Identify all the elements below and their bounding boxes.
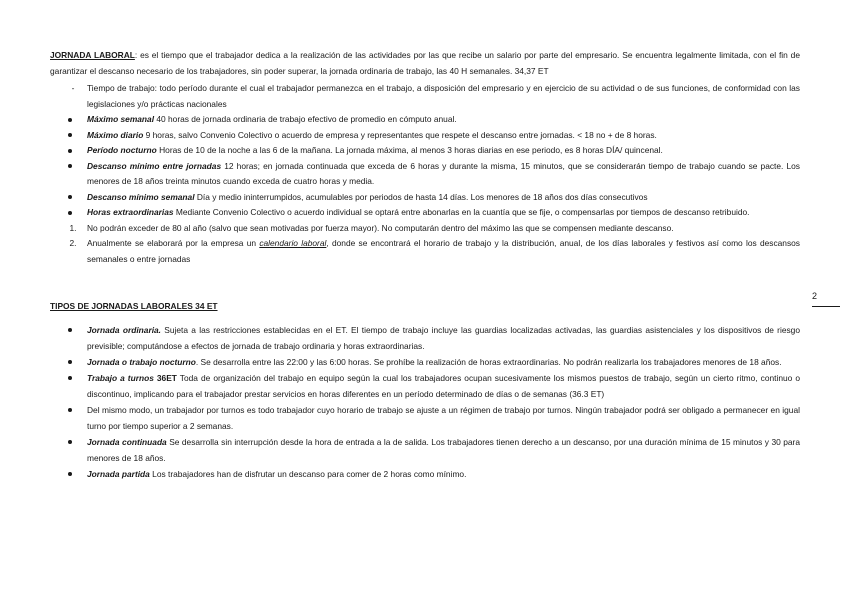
- list-item: Período nocturno Horas de 10 de la noche a las 6 de la mañana. La jornada máxima, al menos 3 horas diarias en ese periodo, es 8 horas DÍA/ quincenal.: [50, 143, 800, 159]
- bullet-icon: [68, 440, 72, 444]
- calendario-laboral-link[interactable]: calendario laboral: [259, 238, 327, 248]
- jornada-laboral-list: [50, 81, 800, 267]
- jornada-laboral-intro: [50, 47, 800, 79]
- jornada-laboral-definition: : es el tiempo que el trabajador dedica a la realización de las actividades por las que recibe un salario por parte del empresario. Se encuentra legalmente limitada, con el fin de garantizar el descanso necesario de los trabajadores, sin poder superar, la jornada ordinaria de trabajo, las 40 H semanales. 34,37 ET: [50, 50, 800, 76]
- list-term: Descanso mínimo semanal: [87, 191, 195, 202]
- bullet-icon: [68, 472, 72, 476]
- list-item: Máximo semanal 40 horas de jornada ordinaria de trabajo efectivo de promedio en cómputo anual.: [50, 112, 800, 128]
- list-item: Jornada ordinaria. Sujeta a las restricciones establecidas en el ET. El tiempo de trabajo incluye las guardias localizadas activadas, las guardias asistenciales y los dispositivos de riesgo previsible; computándose a efectos de jornada de trabajo ordinaria y horas extraordinarias.: [50, 322, 800, 354]
- list-term: Jornada ordinaria.: [87, 325, 162, 335]
- bullet-icon: [68, 164, 72, 168]
- tipos-jornadas-list: [50, 322, 800, 482]
- list-term: Período nocturno: [87, 145, 157, 155]
- bullet-icon: [68, 360, 72, 364]
- bullet-icon: [68, 133, 72, 137]
- list-item: Horas extraordinarias Mediante Convenio Colectivo o acuerdo individual se optará entre abonarlas en la cuantía que se fije, o compensarlas por tiempos de descanso retribuido.: [50, 205, 800, 221]
- list-item: Jornada partida Los trabajadores han de disfrutar un descanso para comer de 2 horas como mínimo.: [50, 466, 800, 482]
- list-item: Descanso mínimo entre jornadas 12 horas; en jornada continuada que exceda de 6 horas y durante la misma, 15 minutos, que se considerarán tiempo de trabajo cuando se pacte. Los menores de 18 años treinta minutos cuando exceda de cuatro horas y media.: [50, 159, 800, 190]
- list-item: Jornada o trabajo nocturno. Se desarrolla entre las 22:00 y las 6:00 horas. Se prohíbe la realización de horas extraordinarias. No podrán realizarla los trabajadores menores de 18 años.: [50, 354, 800, 370]
- list-term: Trabajo a turnos: [87, 373, 154, 383]
- bullet-icon: [68, 376, 72, 380]
- bullet-icon: [68, 149, 72, 153]
- bullet-icon: [68, 195, 72, 199]
- list-item: Descanso mínimo semanal Día y medio ininterrumpidos, acumulables por periodos de hasta 14 días. Los menores de 18 años dos días consecutivos: [50, 190, 800, 206]
- list-term: Descanso mínimo entre jornadas: [87, 160, 222, 171]
- list-item: Trabajo a turnos 36ET Toda de organización del trabajo en equipo según la cual los trabajadores ocupan sucesivamente los mismos puestos de trabajo, según un cierto ritmo, continuo o discontinuo, implicando para el trabajador prestar servicios en horas diferentes en un período determinado de días o de semanas (36.3 ET): [50, 370, 800, 402]
- list-term: Máximo semanal: [87, 114, 155, 124]
- bullet-icon: [68, 408, 72, 412]
- page-number: 2: [812, 291, 818, 301]
- list-marker: 1.: [69, 222, 77, 233]
- tipos-jornadas-heading: TIPOS DE JORNADAS LABORALES 34 ET: [50, 301, 218, 311]
- list-item: Jornada continuada Se desarrolla sin interrupción desde la hora de entrada a la de salida. Los trabajadores tienen derecho a un descanso, por una duración mínima de 15 minutos y 30 para menores de 18 años.: [50, 434, 800, 466]
- list-term: Máximo diario: [87, 129, 144, 140]
- bullet-icon: [68, 118, 72, 122]
- list-item: Del mismo modo, un trabajador por turnos es todo trabajador cuyo horario de trabajo se ajuste a un régimen de trabajo por turnos. Ningún trabajador podrá ser obligado a permanecer en igual turno por tiempo superior a 2 semanas.: [50, 402, 800, 434]
- list-term: Jornada continuada: [87, 437, 167, 447]
- list-term: Jornada o trabajo nocturno: [87, 357, 196, 367]
- list-item: 2. Anualmente se elaborará por la empresa un calendario laboral, donde se encontrará el horario de trabajo y la distribución, anual, de los días laborales y festivos así como los descansos semanales o entre jornadas: [50, 236, 800, 267]
- list-term: Horas extraordinarias: [87, 207, 174, 217]
- list-item: Máximo diario 9 horas, salvo Convenio Colectivo o acuerdo de empresa y representantes que respete el descanso entre jornadas. < 18 no + de 8 horas.: [50, 128, 800, 144]
- jornada-laboral-heading: JORNADA LABORAL: [50, 50, 135, 60]
- list-item: - Tiempo de trabajo: todo período durante el cual el trabajador permanezca en el trabajo, a disposición del empresario y en ejercicio de su actividad o de sus funciones, de conformidad con las legislaciones y/o prácticas nacionales: [50, 81, 800, 112]
- page-number-rule: [812, 306, 840, 307]
- list-marker: -: [71, 83, 75, 93]
- bullet-icon: [68, 328, 72, 332]
- list-term-suffix: 36ET: [153, 373, 177, 383]
- bullet-icon: [68, 211, 72, 215]
- list-item: 1. No podrán exceder de 80 al año (salvo que sean motivadas por fuerza mayor). No computarán dentro del máximo las que se compensen mediante descanso.: [50, 221, 800, 237]
- list-term: Jornada partida: [87, 469, 150, 479]
- list-marker: 2.: [69, 238, 77, 248]
